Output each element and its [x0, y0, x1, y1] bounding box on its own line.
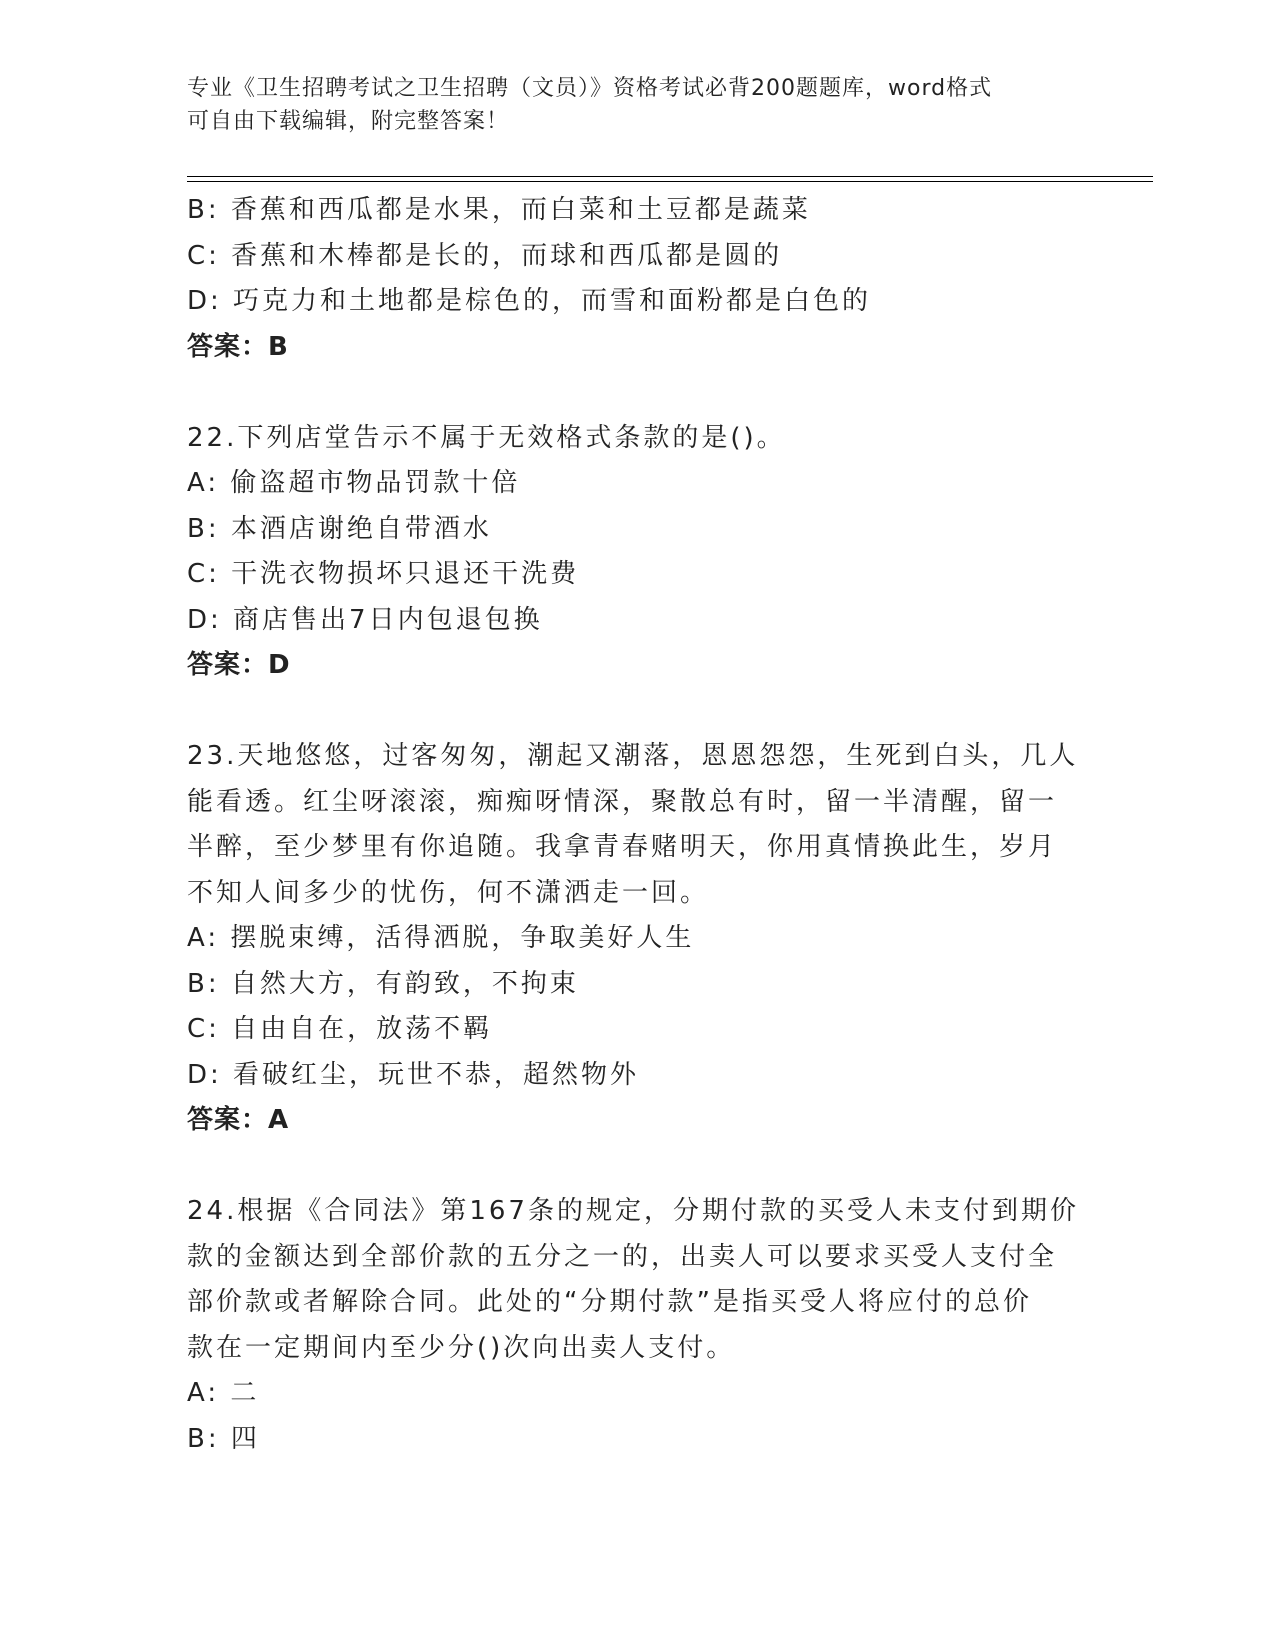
q23-stem-line-1: 23.天地悠悠，过客匆匆，潮起又潮落，恩恩怨怨，生死到白头，几人 — [187, 741, 1079, 771]
header-line-2: 可自由下载编辑，附完整答案！ — [187, 109, 510, 134]
question-21 — [187, 188, 1087, 370]
q21-option-d: D: 巧克力和土地都是棕色的，而雪和面粉都是白色的 — [187, 286, 872, 316]
question-spacer — [187, 1144, 1087, 1190]
q24-option-b: B: 四 — [187, 1423, 260, 1454]
question-22 — [187, 416, 1087, 689]
header-line-1: 专业《卫生招聘考试之卫生招聘（文员）》资格考试必背200题题库，word格式 — [187, 76, 993, 101]
q22-option-a: A: 偷盗超市物品罚款十倍 — [187, 468, 521, 498]
question-24 — [187, 1189, 1087, 1462]
q23-stem-line-2: 能看透。红尘呀滚滚，痴痴呀情深，聚散总有时，留一半清醒，留一 — [187, 786, 1058, 817]
q24-stem-line-3: 部价款或者解除合同。此处的“分期付款”是指买受人将应付的总价 — [187, 1287, 1032, 1317]
q23-option-a: A: 摆脱束缚，活得洒脱，争取美好人生 — [187, 923, 695, 953]
q21-answer: 答案：B — [187, 331, 289, 362]
question-spacer — [187, 689, 1087, 735]
q24-stem-line-1: 24.根据《合同法》第167条的规定，分期付款的买受人未支付到期价 — [187, 1196, 1079, 1226]
q23-stem-line-3: 半醉，至少梦里有你追随。我拿青春赌明天，你用真情换此生，岁月 — [187, 832, 1058, 862]
q22-option-d: D: 商店售出7日内包退包换 — [187, 604, 543, 635]
question-23 — [187, 734, 1087, 1144]
q22-stem: 22.下列店堂告示不属于无效格式条款的是()。 — [187, 422, 786, 453]
question-spacer — [187, 370, 1087, 416]
q23-stem-line-4: 不知人间多少的忧伤，何不潇洒走一回。 — [187, 877, 710, 908]
q23-option-c: C: 自由自在，放荡不羁 — [187, 1014, 493, 1044]
q24-stem-line-2: 款的金额达到全部价款的五分之一的，出卖人可以要求买受人支付全 — [187, 1241, 1058, 1272]
q22-option-c: C: 干洗衣物损坏只退还干洗费 — [187, 559, 580, 589]
q23-option-d: D: 看破红尘，玩世不恭，超然物外 — [187, 1059, 640, 1090]
q23-option-b: B: 自然大方，有韵致，不拘束 — [187, 968, 579, 999]
q22-answer: 答案：D — [187, 650, 291, 680]
q21-option-b: B: 香蕉和西瓜都是水果，而白菜和土豆都是蔬菜 — [187, 195, 811, 225]
header-divider-bottom — [187, 181, 1153, 182]
q23-answer: 答案：A — [187, 1105, 290, 1135]
q21-option-c: C: 香蕉和木棒都是长的，而球和西瓜都是圆的 — [187, 240, 783, 271]
document-header — [187, 72, 1087, 138]
q22-option-b: B: 本酒店谢绝自带酒水 — [187, 513, 492, 544]
question-list — [187, 188, 1087, 1462]
header-divider-top — [187, 176, 1153, 177]
q24-option-a: A: 二 — [187, 1378, 260, 1408]
q24-stem-line-4: 款在一定期间内至少分()次向出卖人支付。 — [187, 1332, 736, 1363]
